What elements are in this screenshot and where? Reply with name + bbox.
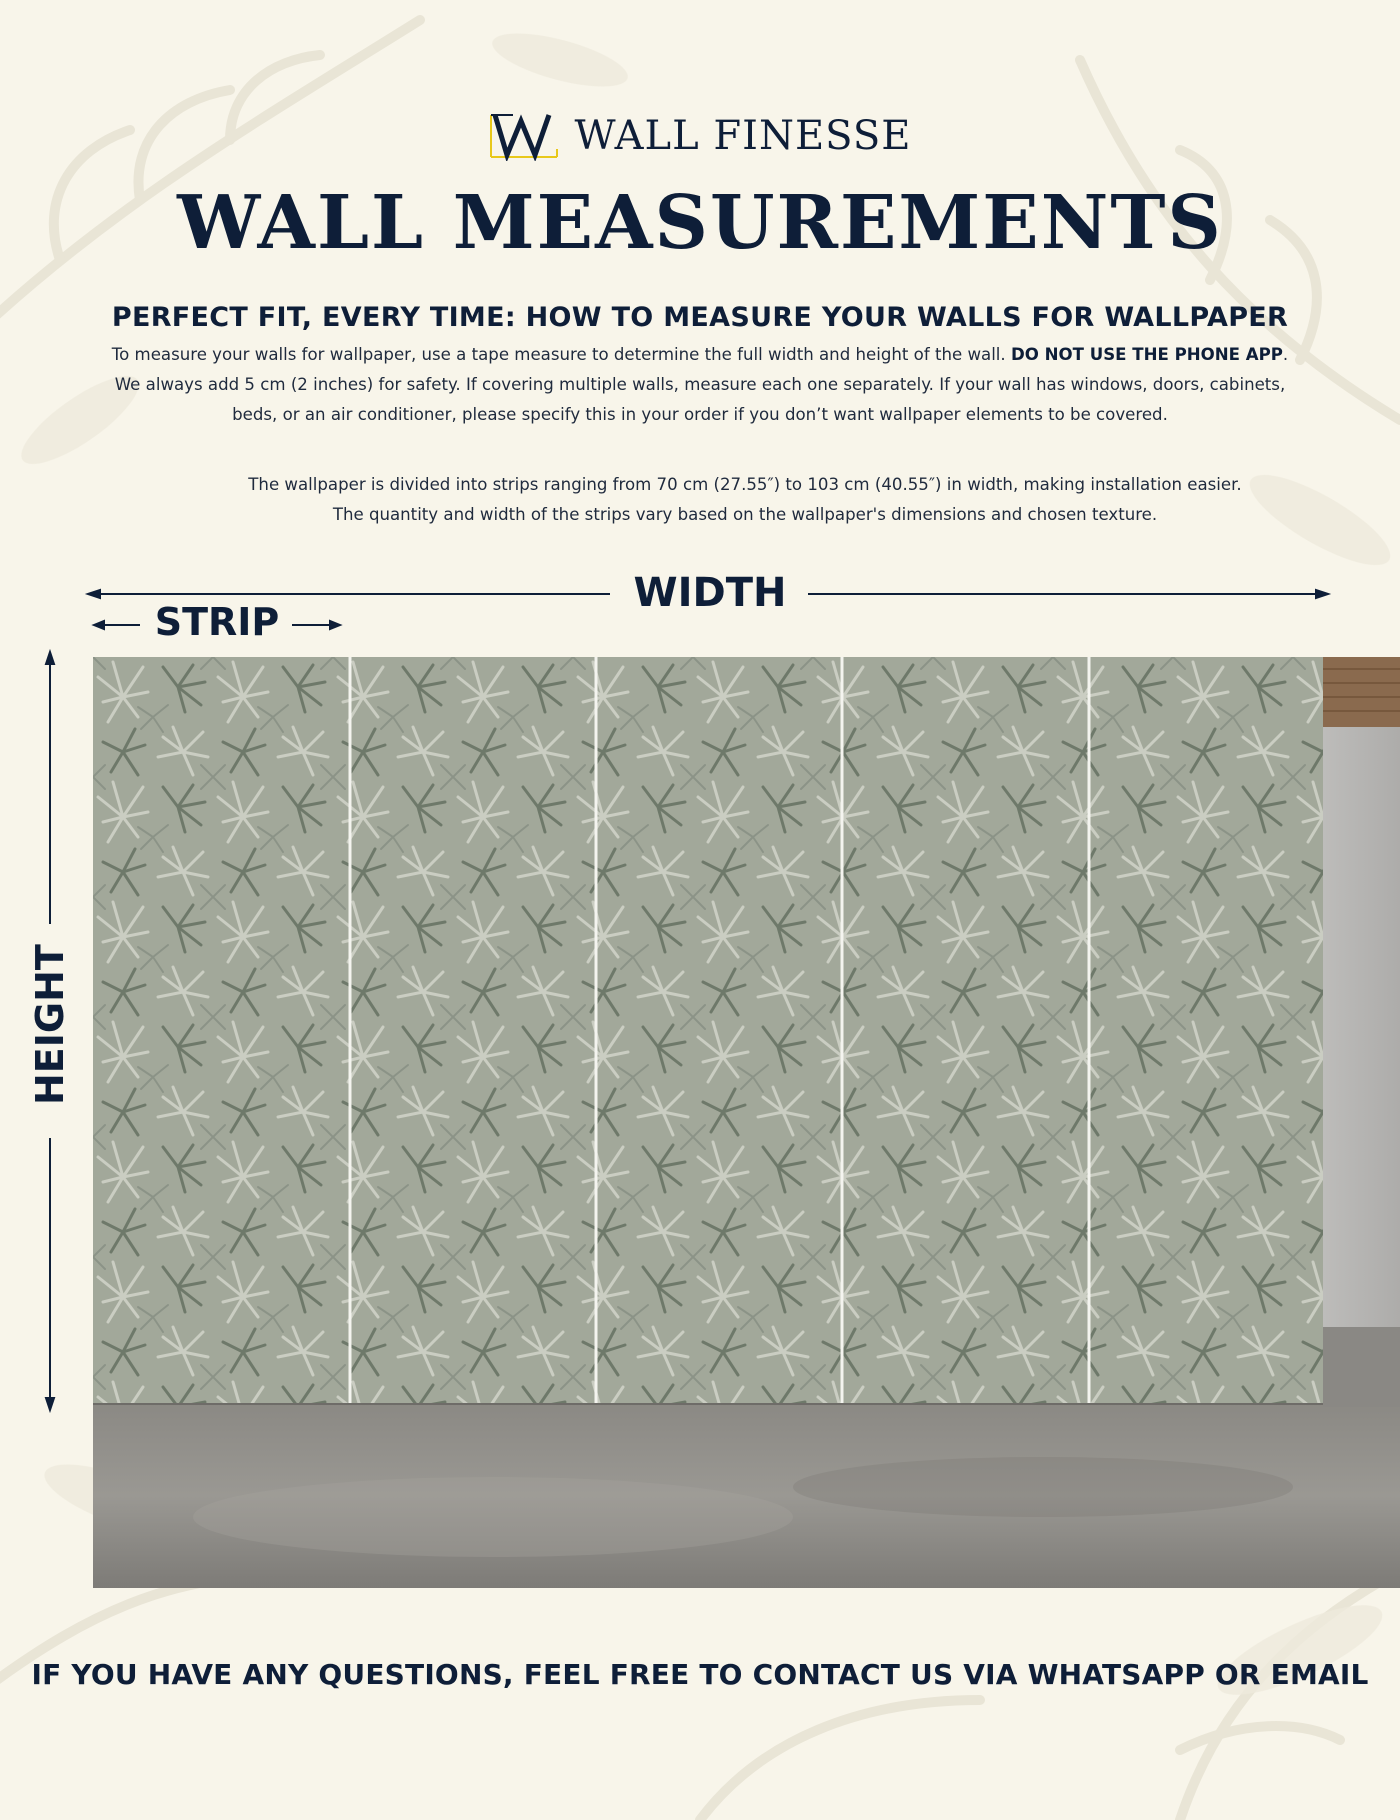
brand-name: WALL FINESSE bbox=[574, 113, 912, 159]
intro-text: To measure your walls for wallpaper, use a tape measure to determine the full width and height of the wall. bbox=[111, 345, 1011, 364]
page-title: WALL MEASUREMENTS bbox=[177, 180, 1223, 266]
brand-logo bbox=[0, 108, 1400, 164]
strip-label: STRIP bbox=[154, 600, 280, 644]
wallpapered-wall-image bbox=[93, 657, 1400, 1588]
intro-period: . bbox=[1282, 345, 1289, 364]
logo-w-icon bbox=[489, 111, 559, 161]
room-illustration bbox=[93, 657, 1400, 1588]
intro-line-2: We always add 5 cm (2 inches) for safety. If covering multiple walls, measure each one separately. If your wall has windows, doors, cabinets, beds, or an air conditioner, please specify this in your order if you don’t want wallpaper elements to be covered. bbox=[114, 375, 1286, 424]
width-label: WIDTH bbox=[633, 570, 787, 616]
contact-footer: IF YOU HAVE ANY QUESTIONS, FEEL FREE TO CONTACT US VIA WHATSAPP OR EMAIL bbox=[31, 1658, 1369, 1691]
page-subtitle: PERFECT FIT, EVERY TIME: HOW TO MEASURE YOUR WALLS FOR WALLPAPER bbox=[111, 302, 1289, 333]
strips-line-2: The quantity and width of the strips vary based on the wallpaper's dimensions and chosen texture. bbox=[332, 505, 1158, 524]
height-label: HEIGHT bbox=[28, 944, 72, 1105]
strips-paragraph bbox=[150, 470, 1340, 530]
intro-warning: DO NOT USE THE PHONE APP bbox=[1010, 345, 1283, 364]
intro-paragraph bbox=[95, 340, 1305, 430]
strips-line-1: The wallpaper is divided into strips ranging from 70 cm (27.55″) to 103 cm (40.55″) in width, making installation easier. bbox=[248, 475, 1242, 494]
